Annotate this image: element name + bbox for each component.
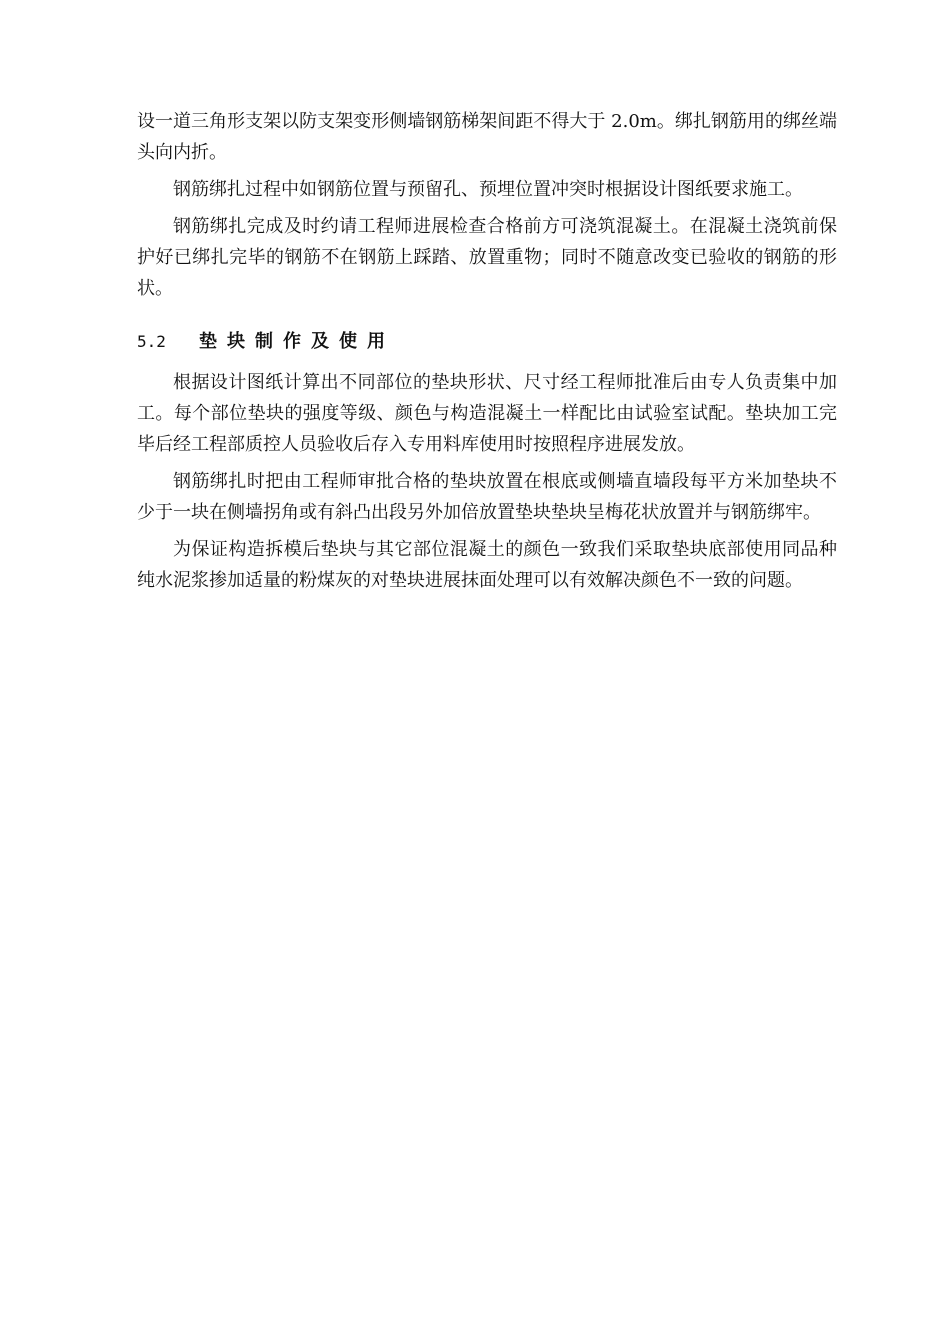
paragraph-spacer-placement: 钢筋绑扎时把由工程师审批合格的垫块放置在根底或侧墙直墙段每平方米加垫块不少于一块在侧墙拐角或有斜凸出段另外加倍放置垫块垫块呈梅花状放置并与钢筋绑牢。 xyxy=(137,471,837,523)
document-page xyxy=(137,106,837,596)
paragraph-rebar-ladder-spacing: 设一道三角形支架以防支架变形侧墙钢筋梯架间距不得大于 2.0m。绑扎钢筋用的绑丝端头向内折。 xyxy=(137,111,837,163)
paragraph-spacer-production: 根据设计图纸计算出不同部位的垫块形状、尺寸经工程师批准后由专人负责集中加工。每个部位垫块的强度等级、颜色与构造混凝土一样配比由试验室试配。垫块加工完毕后经工程部质控人员验收后存入专用料库使用时按照程序进展发放。 xyxy=(137,372,837,455)
paragraph-rebar-inspection: 钢筋绑扎完成及时约请工程师进展检查合格前方可浇筑混凝土。在混凝土浇筑前保护好已绑扎完毕的钢筋不在钢筋上踩踏、放置重物；同时不随意改变已验收的钢筋的形状。 xyxy=(137,216,837,299)
paragraph-spacer-color: 为保证构造拆模后垫块与其它部位混凝土的颜色一致我们采取垫块底部使用同品种纯水泥浆掺加适量的粉煤灰的对垫块进展抹面处理可以有效解决颜色不一致的问题。 xyxy=(137,539,837,591)
section-title: 垫块制作及使用 xyxy=(199,331,395,352)
section-number: 5.2 xyxy=(137,332,166,351)
section-heading xyxy=(137,326,837,357)
paragraph-rebar-conflict: 钢筋绑扎过程中如钢筋位置与预留孔、预埋位置冲突时根据设计图纸要求施工。 xyxy=(173,179,803,200)
